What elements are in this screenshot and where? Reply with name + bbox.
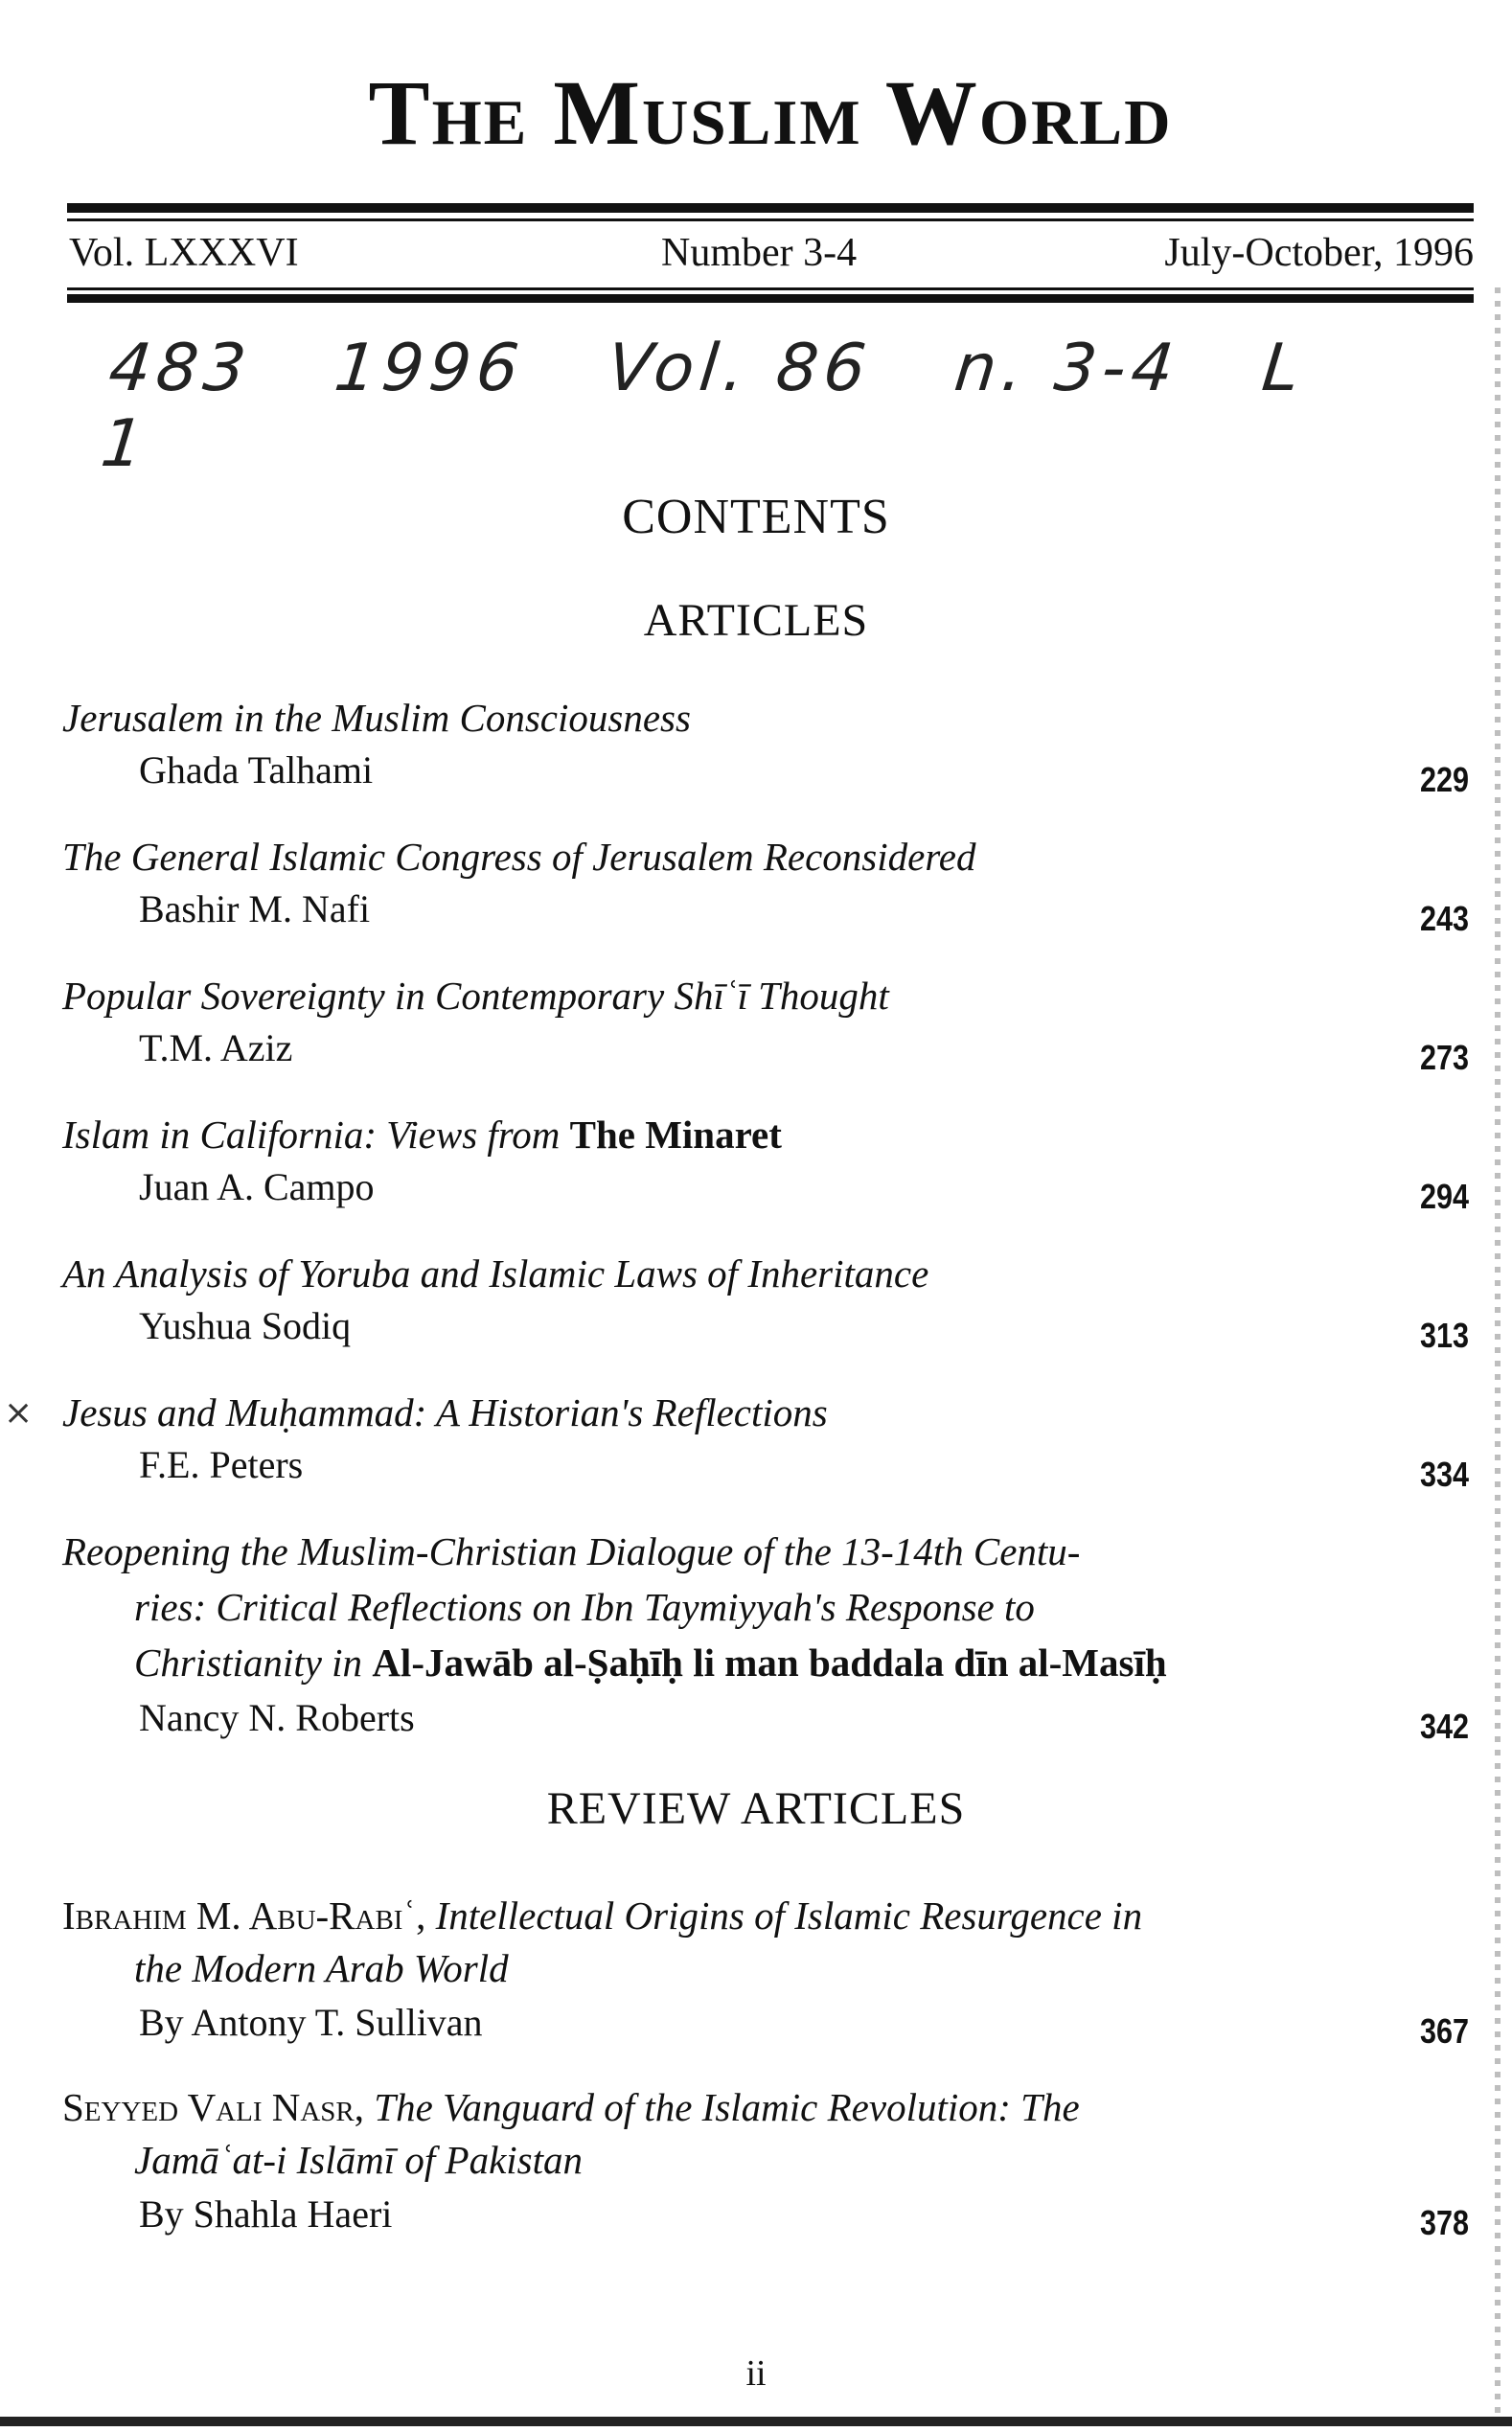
articles-heading: ARTICLES (643, 595, 869, 646)
handwritten-part: Vol. 86 (604, 331, 876, 406)
page-number: 378 (1419, 2203, 1469, 2242)
page-number: 334 (1419, 1455, 1469, 1494)
article-author: T.M. Aziz (139, 1026, 293, 1069)
scan-edge (0, 2417, 1512, 2426)
page-number: 229 (1419, 760, 1469, 799)
publication-name: The Minaret (569, 1113, 782, 1157)
handwritten-part: 1996 (331, 331, 528, 406)
article-title-continued (134, 1640, 1167, 1686)
article-title: Jerusalem in the Muslim Consciousness (62, 696, 691, 740)
review-articles-heading: REVIEW ARTICLES (546, 1783, 966, 1834)
handwritten-part: n. 3-4 (951, 331, 1183, 406)
reviewed-author: Ibrahim M. Abu-Rabiʿ, (62, 1893, 426, 1938)
reviewed-book-title: The Vanguard of the Islamic Revolution: The (374, 2085, 1080, 2129)
article-author: Yushua Sodiq (139, 1304, 352, 1347)
page-number: 294 (1419, 1177, 1469, 1216)
review-title (62, 2084, 1080, 2130)
reviewed-author: Seyyed Vali Nasr, (62, 2085, 365, 2129)
reviewer: By Shahla Haeri (139, 2192, 393, 2236)
publication-name: Al-Jawāb al-Ṣaḥīḥ li man baddala dīn al-Masīḥ (372, 1640, 1167, 1685)
issue-rule (67, 287, 1474, 290)
page-number: 243 (1419, 899, 1469, 938)
handwritten-part: 483 (105, 331, 256, 406)
handwritten-part: L 1 (97, 331, 1309, 482)
reviewed-book-title: Intellectual Origins of Islamic Resurgence in (435, 1893, 1143, 1938)
page-number: 313 (1419, 1316, 1469, 1355)
article-title: The General Islamic Congress of Jerusalem Reconsidered (62, 835, 976, 879)
reviewed-book-title-continued: the Modern Arab World (134, 1946, 509, 1990)
page-number: 342 (1419, 1707, 1469, 1746)
page-folio: ii (745, 2353, 767, 2394)
journal-title: The Muslim World (368, 61, 1173, 164)
contents-heading: CONTENTS (622, 490, 890, 544)
handwritten-call-number (98, 331, 1360, 482)
reviewed-book-title-continued: Jamāʿat-i Islāmī of Pakistan (134, 2138, 584, 2182)
article-author: F.E. Peters (139, 1443, 304, 1486)
volume-label: Vol. LXXXVI (69, 231, 299, 275)
article-title: Reopening the Muslim-Christian Dialogue of the 13-14th Centu- (62, 1529, 1081, 1573)
masthead-rule (67, 203, 1474, 213)
article-author: Nancy N. Roberts (139, 1696, 415, 1739)
reviewer: By Antony T. Sullivan (139, 2001, 483, 2044)
article-author: Juan A. Campo (139, 1165, 375, 1208)
margin-mark: × (4, 1393, 34, 1433)
article-title-text: Christianity in (134, 1640, 363, 1685)
article-title-text: Islam in California: Views from (62, 1113, 561, 1157)
page-number: 273 (1419, 1038, 1469, 1077)
page-number: 367 (1419, 2011, 1469, 2051)
scan-edge (1495, 287, 1501, 2415)
article-author: Ghada Talhami (139, 748, 374, 792)
issue-rule (67, 294, 1474, 303)
issue-number: Number 3-4 (661, 231, 858, 275)
article-title: Popular Sovereignty in Contemporary Shīʿī Thought (62, 974, 889, 1018)
article-title: Jesus and Muḥammad: A Historian's Reflections (62, 1390, 828, 1434)
article-title-continued: ries: Critical Reflections on Ibn Taymiyyah's Response to (134, 1585, 1035, 1629)
masthead-rule (67, 218, 1474, 221)
review-title (62, 1893, 1142, 1939)
article-title (62, 1112, 782, 1158)
article-author: Bashir M. Nafi (139, 887, 371, 930)
article-title: An Analysis of Yoruba and Islamic Laws of Inheritance (62, 1251, 929, 1296)
issue-date: July-October, 1996 (1164, 231, 1474, 275)
